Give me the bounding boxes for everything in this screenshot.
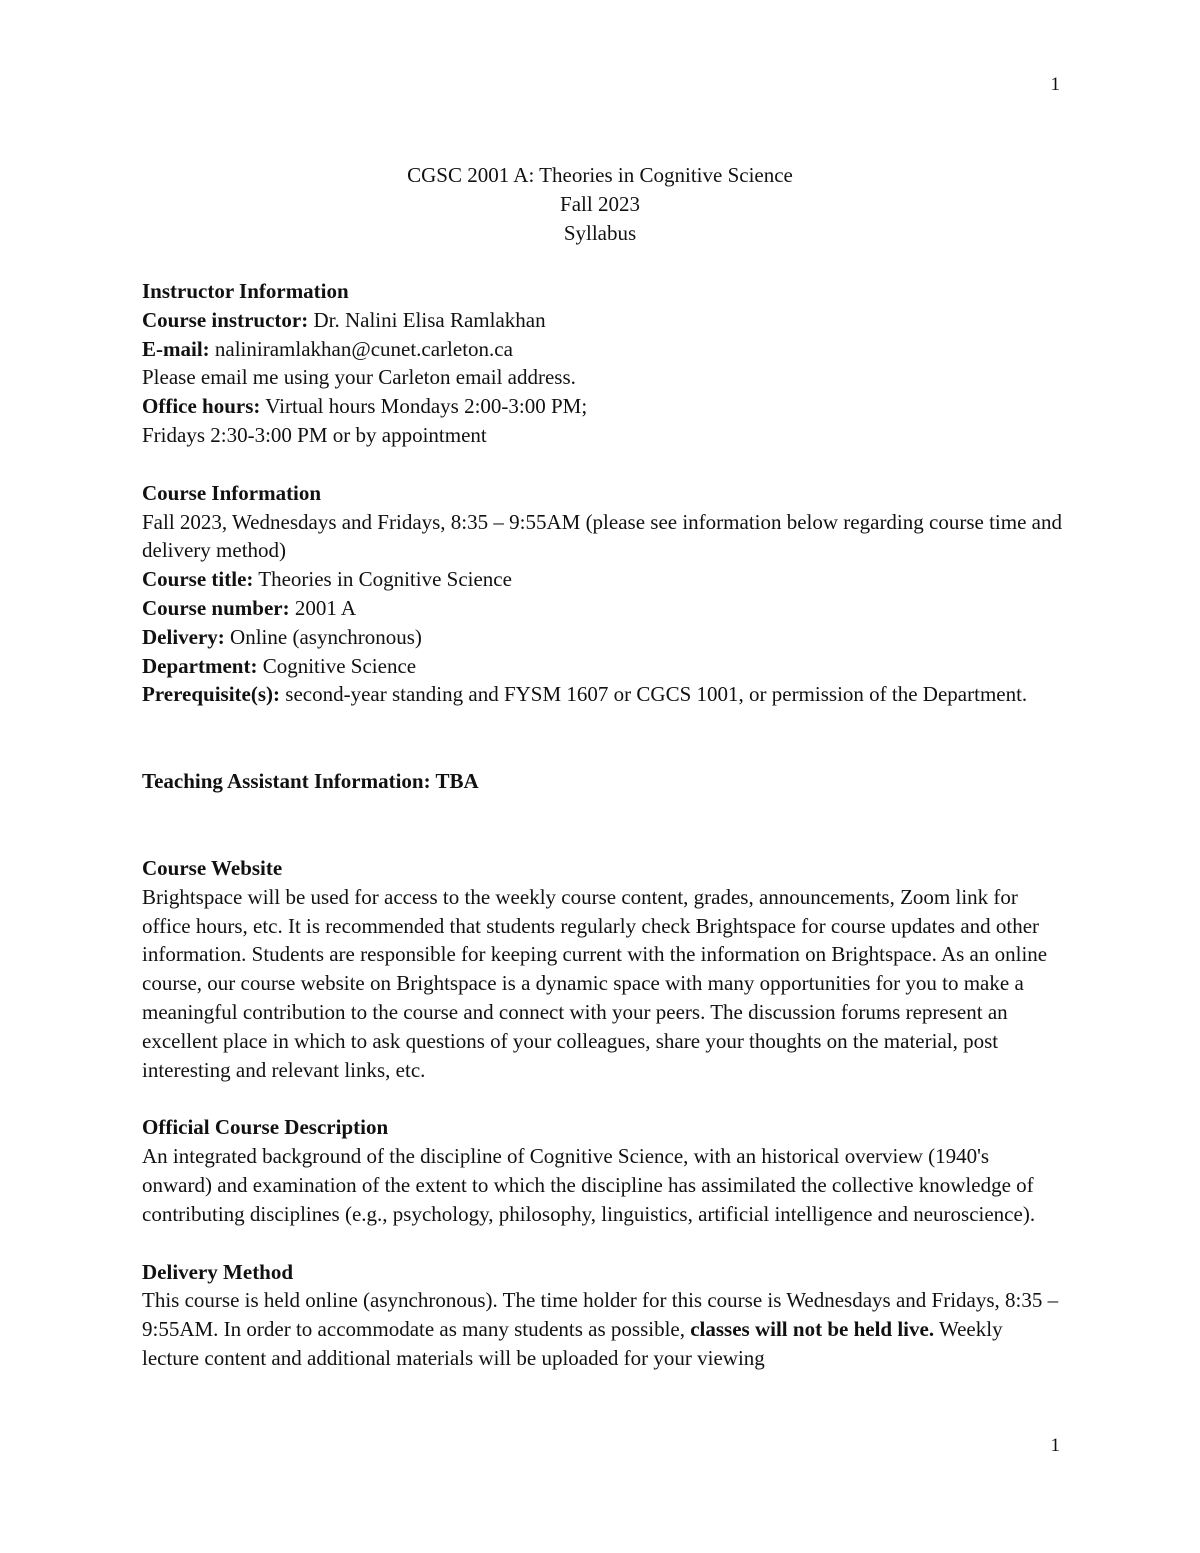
department-row bbox=[142, 652, 1062, 681]
course-info-heading: Course Information bbox=[142, 480, 322, 505]
prerequisite-label: Prerequisite(s): bbox=[142, 682, 281, 707]
email-label: E-mail: bbox=[142, 336, 210, 361]
office-hours-value: Virtual hours Mondays 2:00-3:00 PM; bbox=[260, 394, 588, 419]
document-type: Syllabus bbox=[563, 221, 637, 245]
course-title-row bbox=[142, 565, 1062, 594]
course-schedule: Fall 2023, Wednesdays and Fridays, 8:35 – 9:55AM (please see information below regarding course time and delivery method) bbox=[142, 509, 1062, 563]
email-row bbox=[142, 335, 1062, 364]
page-number-top: 1 bbox=[1050, 74, 1060, 95]
office-hours-value-2: Fridays 2:30-3:00 PM or by appointment bbox=[142, 422, 487, 447]
email-value: naliniramlakhan@cunet.carleton.ca bbox=[209, 336, 513, 361]
instructor-section bbox=[142, 277, 1062, 450]
instructor-label: Course instructor: bbox=[142, 307, 309, 332]
delivery-row bbox=[142, 623, 1062, 652]
department-label: Department: bbox=[142, 653, 258, 678]
office-hours-label: Office hours: bbox=[142, 394, 261, 419]
delivery-body-end: Weekly lecture content and additional materials will be uploaded for your viewing bbox=[142, 1317, 1003, 1370]
course-number-value: 2001 A bbox=[289, 595, 357, 620]
delivery-body-start: This course is held online (asynchronous). The time holder for this course is Wednesdays and Fridays, 8:35 – 9:55AM. In order to accommodate as many students as possible, bbox=[142, 1288, 1059, 1342]
course-number-label: Course number: bbox=[142, 595, 290, 620]
course-title-value: Theories in Cognitive Science bbox=[253, 567, 512, 592]
page-number-bottom: 1 bbox=[1050, 1435, 1060, 1456]
office-hours-row bbox=[142, 392, 1062, 421]
delivery-value: Online (asynchronous) bbox=[224, 624, 422, 649]
title-block bbox=[142, 161, 1058, 248]
website-heading: Course Website bbox=[142, 855, 283, 880]
website-body: Brightspace will be used for access to the weekly course content, grades, announcements, Zoom link for office hours, etc. It is recommended that students regularly check Brightspace for course updates and other information. Students are responsible for keeping current with the information on Brightspace. As an online course, our course website on Brightspace is a dynamic space with many opportunities for you to make a meaningful contribution to the course and connect with your peers. The discussion forums represent an excellent place in which to ask questions of your colleagues, share your thoughts on the material, post interesting and relevant links, etc. bbox=[142, 884, 1048, 1082]
website-section bbox=[142, 854, 1062, 1084]
course-number-row bbox=[142, 594, 1062, 623]
description-section bbox=[142, 1113, 1062, 1228]
description-body: An integrated background of the discipline of Cognitive Science, with an historical overview (1940's onward) and examination of the extent to which the discipline has assimilated the collective knowledge of contributing disciplines (e.g., psychology, philosophy, linguistics, artificial intelligence and neuroscience). bbox=[142, 1144, 1036, 1226]
email-note: Please email me using your Carleton email address. bbox=[142, 365, 576, 390]
delivery-body-bold: classes will not be held live. bbox=[690, 1317, 935, 1342]
instructor-heading: Instructor Information bbox=[142, 279, 349, 303]
term: Fall 2023 bbox=[560, 192, 640, 216]
delivery-section bbox=[142, 1258, 1062, 1373]
ta-section bbox=[142, 767, 1062, 796]
delivery-body bbox=[142, 1286, 1062, 1372]
instructor-row bbox=[142, 306, 1062, 335]
prerequisite-value: second-year standing and FYSM 1607 or CGCS 1001, or permission of the Department. bbox=[280, 682, 1028, 707]
course-info-section bbox=[142, 479, 1062, 709]
description-heading: Official Course Description bbox=[142, 1115, 389, 1140]
prerequisite-row bbox=[142, 680, 1062, 709]
delivery-label: Delivery: bbox=[142, 624, 225, 649]
delivery-heading: Delivery Method bbox=[142, 1259, 294, 1284]
instructor-value: Dr. Nalini Elisa Ramlakhan bbox=[308, 307, 546, 332]
course-title-label: Course title: bbox=[142, 567, 254, 592]
ta-heading: Teaching Assistant Information: TBA bbox=[142, 769, 479, 794]
department-value: Cognitive Science bbox=[257, 653, 417, 678]
document-body bbox=[142, 161, 1062, 1373]
course-title: CGSC 2001 A: Theories in Cognitive Science bbox=[407, 163, 793, 187]
